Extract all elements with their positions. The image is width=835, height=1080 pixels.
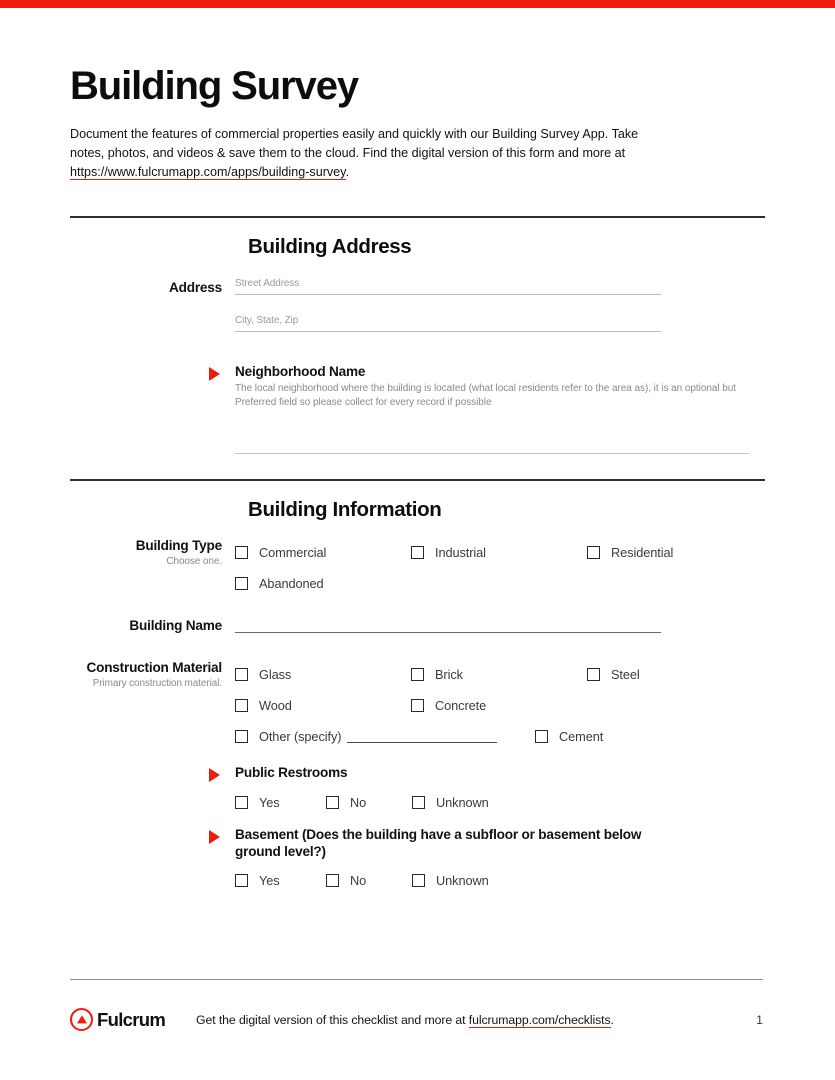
neighborhood-question: [235, 363, 765, 410]
construction-material-options: [235, 659, 765, 752]
public-restrooms-question: [235, 764, 765, 781]
intro-text-before: Document the features of commercial properties easily and quickly with our Building Survey App. Take notes, photos, and videos & save them to the cloud. Find the digital version of this form and more at: [70, 127, 639, 160]
checkbox-label: Unknown: [436, 873, 489, 888]
page-title: Building Survey: [70, 64, 358, 108]
checkbox-item[interactable]: [235, 787, 326, 818]
checkbox-icon[interactable]: [535, 730, 548, 743]
city-state-zip-input[interactable]: [235, 316, 661, 332]
checkbox-label: Commercial: [259, 545, 327, 560]
checkbox-item[interactable]: [411, 659, 587, 690]
checkbox-label: Industrial: [435, 545, 486, 560]
building-type-sublabel: Choose one.: [166, 556, 222, 567]
basement-title: Basement (Does the building have a subfloor or basement below ground level?): [235, 827, 642, 859]
checkbox-item[interactable]: [412, 865, 489, 896]
address-label: Address: [169, 280, 222, 295]
checkbox-label: Concrete: [435, 698, 487, 713]
section-building-information: [70, 481, 765, 896]
checkbox-icon[interactable]: [412, 874, 425, 887]
checkbox-label: Yes: [259, 795, 280, 810]
checkbox-label: Yes: [259, 873, 280, 888]
checkbox-icon[interactable]: [235, 730, 248, 743]
checkbox-icon[interactable]: [326, 796, 339, 809]
building-name-label: Building Name: [129, 618, 222, 633]
intro-paragraph: [70, 106, 662, 182]
checkbox-label: No: [350, 795, 367, 810]
fulcrum-logo: [70, 1008, 174, 1031]
footer-text-before: Get the digital version of this checklist and more at: [196, 1012, 469, 1027]
checkbox-icon[interactable]: [235, 874, 248, 887]
field-row-public-restrooms: [70, 764, 765, 818]
city-state-zip-placeholder: City, State, Zip: [235, 315, 299, 326]
checkbox-item[interactable]: [235, 690, 411, 721]
address-label-column: [70, 279, 235, 296]
construction-material-sublabel: Primary construction material.: [92, 678, 222, 689]
checkbox-item[interactable]: [235, 865, 326, 896]
red-triangle-flag-icon: [209, 367, 220, 381]
checkbox-icon[interactable]: [411, 699, 424, 712]
field-row-basement: [70, 826, 765, 896]
section-building-address: [70, 218, 765, 454]
checkbox-icon[interactable]: [587, 546, 600, 559]
checkbox-item[interactable]: [326, 865, 412, 896]
footer-text-after: .: [610, 1012, 614, 1027]
checkbox-label: Residential: [611, 545, 674, 560]
footer-divider: [70, 979, 763, 980]
intro-link[interactable]: https://www.fulcrumapp.com/apps/building-survey: [70, 165, 346, 179]
checkbox-icon[interactable]: [412, 796, 425, 809]
checkbox-item[interactable]: [235, 659, 411, 690]
intro-text-after: .: [345, 165, 350, 179]
checkbox-item-other[interactable]: [235, 721, 535, 752]
page-number: 1: [756, 1012, 763, 1027]
red-triangle-flag-icon: [209, 768, 220, 782]
section-title-building-information: Building Information: [248, 498, 442, 521]
checkbox-icon[interactable]: [587, 668, 600, 681]
checkbox-icon[interactable]: [411, 668, 424, 681]
checkbox-item[interactable]: [411, 690, 587, 721]
checkbox-label: Unknown: [436, 795, 489, 810]
neighborhood-name-input[interactable]: [235, 451, 749, 454]
checkbox-icon[interactable]: [411, 546, 424, 559]
basement-field-column: [235, 826, 765, 896]
public-restrooms-options: [235, 787, 765, 818]
building-type-options: [235, 537, 765, 599]
checkbox-label: Wood: [259, 698, 292, 713]
checkbox-icon[interactable]: [235, 668, 248, 681]
neighborhood-field-column: [235, 363, 765, 454]
fulcrum-triangle-icon: [70, 1008, 93, 1031]
checkbox-item[interactable]: [326, 787, 412, 818]
building-name-field-column: [235, 617, 765, 633]
checkbox-label: Brick: [435, 667, 463, 682]
footer-text: [196, 1013, 743, 1027]
checkbox-label: No: [350, 873, 367, 888]
checkbox-label: Glass: [259, 667, 292, 682]
footer-link[interactable]: fulcrumapp.com/checklists: [468, 1012, 611, 1027]
document-page: [0, 8, 835, 1080]
checkbox-icon[interactable]: [235, 546, 248, 559]
red-triangle-flag-icon: [209, 830, 220, 844]
checkbox-item[interactable]: [587, 537, 763, 568]
checkbox-icon[interactable]: [235, 577, 248, 590]
building-type-label: Building Type: [135, 538, 222, 553]
public-restrooms-field-column: [235, 764, 765, 818]
field-row-construction-material: [70, 659, 765, 752]
fulcrum-wordmark: Fulcrum: [97, 1008, 166, 1030]
other-specify-input[interactable]: [347, 731, 497, 743]
top-accent-bar: [0, 0, 835, 8]
basement-question: [235, 826, 765, 860]
checkbox-label: Cement: [559, 729, 604, 744]
field-row-building-name: [70, 617, 765, 634]
neighborhood-title: Neighborhood Name: [235, 364, 366, 379]
street-address-placeholder: Street Address: [235, 278, 300, 289]
neighborhood-description: The local neighborhood where the building is located (what local residents refer to the area as), it is an optional but Preferred field so please collect for every record if possible: [235, 383, 737, 408]
construction-material-label: Construction Material: [86, 660, 222, 675]
checkbox-label: Abandoned: [259, 576, 324, 591]
checkbox-item[interactable]: [535, 721, 711, 752]
building-type-label-column: [70, 537, 235, 568]
checkbox-item[interactable]: [235, 537, 411, 568]
checkbox-icon[interactable]: [326, 874, 339, 887]
checkbox-item[interactable]: [587, 659, 763, 690]
field-row-building-type: [70, 537, 765, 599]
basement-options: [235, 865, 765, 896]
checkbox-label-other: Other (specify): [259, 729, 342, 744]
checkbox-item[interactable]: [411, 537, 587, 568]
field-row-neighborhood: [70, 363, 765, 454]
building-name-label-column: [70, 617, 235, 634]
checkbox-label: Steel: [611, 667, 640, 682]
checkbox-item[interactable]: [412, 787, 489, 818]
checkbox-item[interactable]: [235, 568, 411, 599]
section-title-building-address: Building Address: [248, 235, 412, 258]
field-row-address: [70, 279, 765, 332]
construction-material-label-column: [70, 659, 235, 690]
address-field-column: [235, 279, 765, 332]
public-restrooms-title: Public Restrooms: [235, 765, 348, 780]
street-address-input[interactable]: [235, 279, 661, 295]
page-footer: [70, 1008, 763, 1031]
building-name-input[interactable]: [235, 630, 661, 633]
checkbox-icon[interactable]: [235, 699, 248, 712]
checkbox-icon[interactable]: [235, 796, 248, 809]
